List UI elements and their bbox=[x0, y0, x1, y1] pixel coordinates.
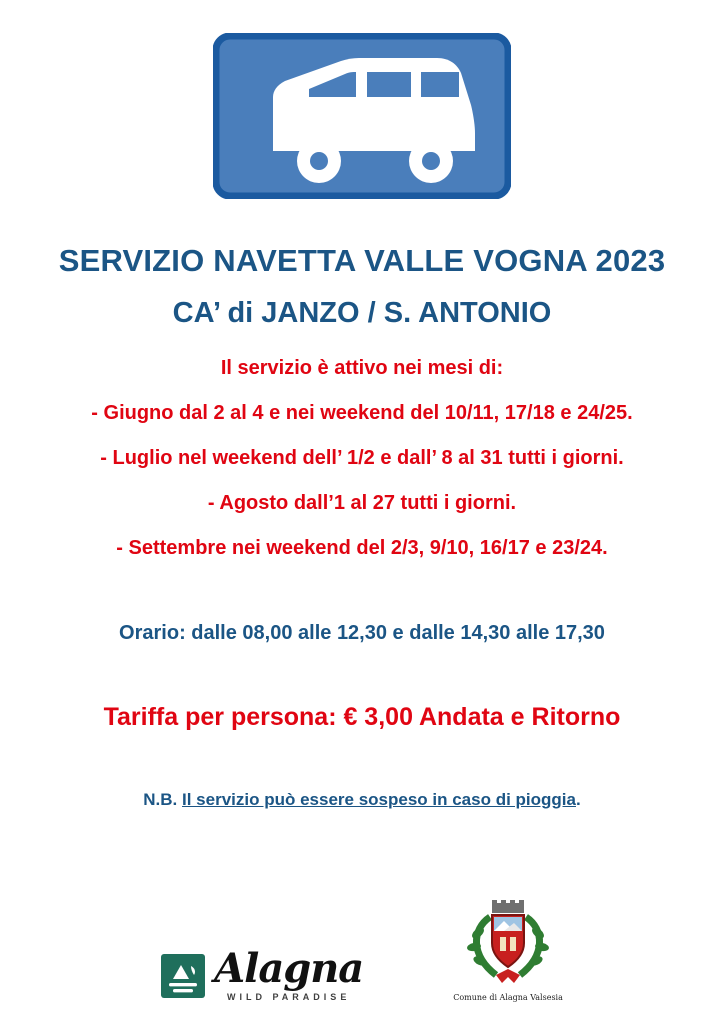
service-lead-text: Il servizio è attivo nei mesi di: bbox=[220, 356, 504, 379]
comune-crest-icon bbox=[456, 897, 560, 989]
alagna-mark-icon bbox=[161, 954, 205, 998]
service-line-agosto: - Agosto dall’1 al 27 tutti i giorni. bbox=[207, 491, 517, 514]
comune-caption: Comune di Alagna Valsesia bbox=[453, 993, 563, 1002]
service-hours: Orario: dalle 08,00 alle 12,30 e dalle 14,30 alle 17,30 bbox=[119, 621, 605, 644]
comune-logo bbox=[453, 897, 563, 1002]
fare-text: Tariffa per persona: € 3,00 Andata e Ritorno bbox=[103, 702, 621, 731]
service-line-luglio: - Luglio nel weekend dell’ 1/2 e dall’ 8 al 31 tutti i giorni. bbox=[100, 446, 624, 469]
shuttle-bus-sign bbox=[212, 32, 512, 200]
service-line-giugno: - Giugno dal 2 al 4 e nei weekend del 10/11, 17/18 e 24/25. bbox=[91, 401, 633, 424]
note-suffix: . bbox=[575, 789, 581, 809]
title-block bbox=[0, 242, 724, 331]
alagna-word: Alagna bbox=[214, 945, 364, 992]
note-text bbox=[0, 790, 724, 810]
page-subtitle: CA’ di JANZO / S. ANTONIO bbox=[172, 297, 552, 330]
page-title: SERVIZIO NAVETTA VALLE VOGNA 2023 bbox=[58, 243, 666, 278]
logo-row bbox=[0, 897, 724, 1002]
alagna-wordmark bbox=[214, 945, 364, 1002]
service-line-settembre: - Settembre nei weekend del 2/3, 9/10, 16/17 e 23/24. bbox=[116, 536, 608, 559]
note-underlined: Il servizio può essere sospeso in caso di pioggia bbox=[182, 789, 576, 809]
service-schedule bbox=[0, 357, 724, 560]
alagna-logo bbox=[161, 945, 364, 1002]
note-prefix: N.B. bbox=[143, 789, 183, 809]
alagna-tagline: WILD PARADISE bbox=[226, 992, 351, 1002]
shuttle-bus-sign-icon bbox=[213, 33, 511, 199]
